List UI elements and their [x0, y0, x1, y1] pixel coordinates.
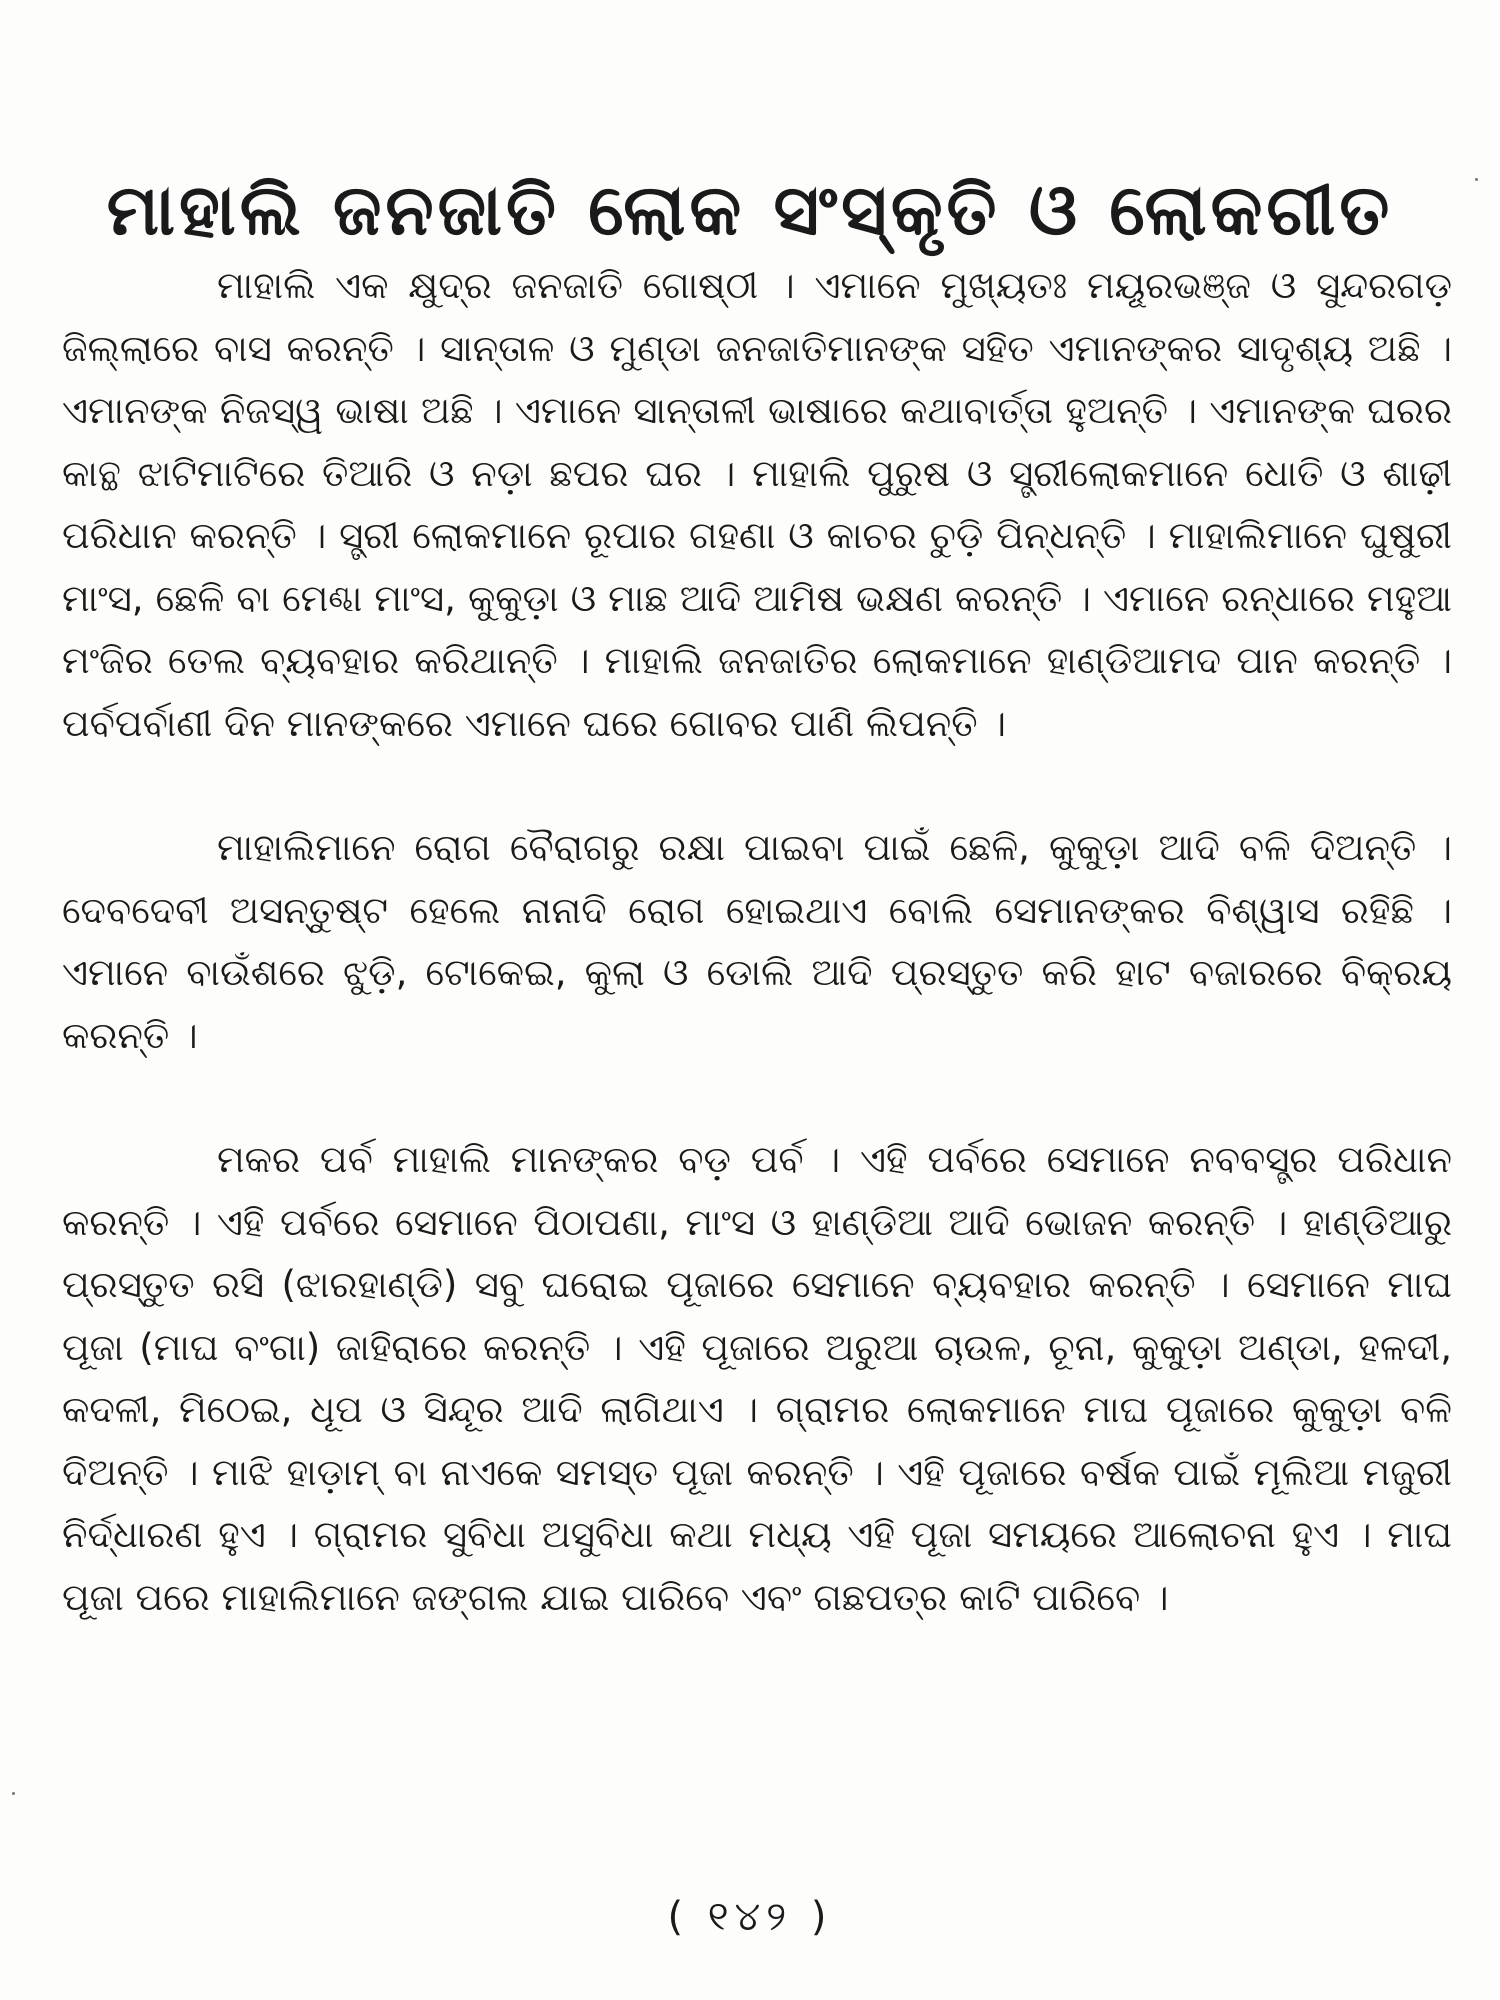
paragraph-1: ମାହାଲି ଏକ କ୍ଷୁଦ୍ର ଜନଜାତି ଗୋଷ୍ଠୀ । ଏମାନେ ମୁଖ୍ୟତଃ ମୟୂରଭଞ୍ଜ ଓ ସୁନ୍ଦରଗଡ଼ ଜିଲ୍ଲାରେ ବାସ କରନ୍ତି । ସାନ୍ତାଳ ଓ ମୁଣ୍ଡା ଜନଜାତିମାନଙ୍କ ସହିତ ଏମାନଙ୍କର ସାଦୃଶ୍ୟ ଅଛି । ଏମାନଙ୍କ ନିଜସ୍ୱ ଭାଷା ଅଛି । ଏମାନେ ସାନ୍ତାଳୀ ଭାଷାରେ କଥାବାର୍ତ୍ତା ହୁଅନ୍ତି । ଏମାନଙ୍କ ଘରର କାନ୍ଥ ଝାଟିମାଟିରେ ତିଆରି ଓ ନଡ଼ା ଛପର ଘର । ମାହାଲି ପୁରୁଷ ଓ ସ୍ତ୍ରୀଲୋକମାନେ ଧୋତି ଓ ଶାଢ଼ୀ ପରିଧାନ କରନ୍ତି । ସ୍ତ୍ରୀ ଲୋକମାନେ ରୂପାର ଗହଣା ଓ କାଚର ଚୁଡ଼ି ପିନ୍ଧନ୍ତି । ମାହାଲିମାନେ ଘୁଷୁରୀ ମାଂସ, ଛେଳି ବା ମେଣ୍ଢା ମାଂସ, କୁକୁଡ଼ା ଓ ମାଛ ଆଦି ଆମିଷ ଭକ୍ଷଣ କରନ୍ତି । ଏମାନେ ରନ୍ଧାରେ ମହୁଆ ମଂଜିର ତେଲ ବ୍ୟବହାର କରିଥାନ୍ତି । ମାହାଲି ଜନଜାତିର ଲୋକମାନେ ହାଣ୍ଡିଆମଦ ପାନ କରନ୍ତି । ପର୍ବପର୍ବାଣୀ ଦିନ ମାନଙ୍କରେ ଏମାନେ ଘରେ ଗୋବର ପାଣି ଲିପନ୍ତି ।: [62, 264, 1452, 745]
paragraph-2: ମାହାଲିମାନେ ରୋଗ ବୈରାଗରୁ ରକ୍ଷା ପାଇବା ପାଇଁ ଛେଳି, କୁକୁଡ଼ା ଆଦି ବଳି ଦିଅନ୍ତି । ଦେବଦେବୀ ଅସନ୍ତୁଷ୍ଟ ହେଲେ ନାନାଦି ରୋଗ ହୋଇଥାଏ ବୋଲି ସେମାନଙ୍କର ବିଶ୍ୱାସ ରହିଛି । ଏମାନେ ବାଉଁଶରେ ଝୁଡ଼ି, ଟୋକେଇ, କୁଲା ଓ ଡୋଲି ଆଦି ପ୍ରସ୍ତୁତ କରି ହାଟ ବଜାରରେ ବିକ୍ରୟ କରନ୍ତି ।: [62, 826, 1452, 1057]
page-title: ମାହାଲି ଜନଜାତି ଲୋକ ସଂସ୍କୃତି ଓ ଲୋକଗୀତ: [106, 168, 1394, 251]
page-number: ( ୧୪୨ ): [667, 1894, 833, 1940]
paragraph-3: ମକର ପର୍ବ ମାହାଲି ମାନଙ୍କର ବଡ଼ ପର୍ବ । ଏହି ପର୍ବରେ ସେମାନେ ନବବସ୍ତ୍ର ପରିଧାନ କରନ୍ତି । ଏହି ପର୍ବରେ ସେମାନେ ପିଠାପଣା, ମାଂସ ଓ ହାଣ୍ଡିଆ ଆଦି ଭୋଜନ କରନ୍ତି । ହାଣ୍ଡିଆରୁ ପ୍ରସ୍ତୁତ ରସି (ଝାରହାଣ୍ଡି) ସବୁ ଘରୋଇ ପୂଜାରେ ସେମାନେ ବ୍ୟବହାର କରନ୍ତି । ସେମାନେ ମାଘ ପୂଜା (ମାଘ ବଂଗା) ଜାହିରାରେ କରନ୍ତି । ଏହି ପୂଜାରେ ଅରୁଆ ଚାଉଳ, ଚୂନା, କୁକୁଡ଼ା ଅଣ୍ଡା, ହଳଦୀ, କଦଳୀ, ମିଠେଇ, ଧୂପ ଓ ସିନ୍ଦୂର ଆଦି ଲାଗିଥାଏ । ଗ୍ରାମର ଲୋକମାନେ ମାଘ ପୂଜାରେ କୁକୁଡ଼ା ବଳି ଦିଅନ୍ତି । ମାଝି ହାଡ଼ାମ୍ ବା ନାଏକେ ସମସ୍ତ ପୂଜା କରନ୍ତି । ଏହି ପୂଜାରେ ବର୍ଷକ ପାଇଁ ମୂଲିଆ ମଜୁରୀ ନିର୍ଦ୍ଧାରଣ ହୁଏ । ଗ୍ରାମର ସୁବିଧା ଅସୁବିଧା କଥା ମଧ୍ୟ ଏହି ପୂଜା ସମୟରେ ଆଲୋଚନା ହୁଏ । ମାଘ ପୂଜା ପରେ ମାହାଲିମାନେ ଜଙ୍ଗଲ ଯାଇ ପାରିବେ ଏବଂ ଗଛପତ୍ର କାଟି ପାରିବେ ।: [62, 1138, 1452, 1619]
scan-speck: [1475, 178, 1478, 181]
scan-speck: [12, 1792, 15, 1795]
body-text: [62, 255, 1452, 1629]
